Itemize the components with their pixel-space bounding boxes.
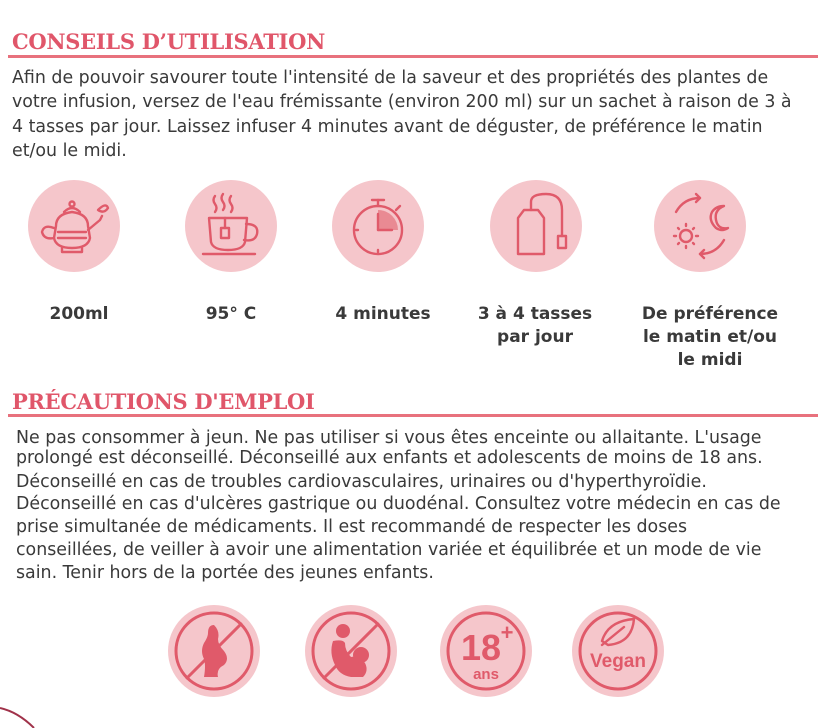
sun-moon-cycle-icon — [654, 180, 746, 272]
precautions-line: conseillées, de veiller à avoir une alimentation variée et équilibrée et un mode de vie — [16, 540, 762, 560]
precautions-title-rule — [8, 414, 818, 417]
icon-label: 4 minutes — [335, 304, 431, 324]
precautions-line: sain. Tenir hors de la portée des jeunes enfants. — [16, 563, 434, 583]
teapot-icon — [28, 180, 120, 272]
corner-decoration — [0, 706, 40, 728]
precautions-title: PRÉCAUTIONS D'EMPLOI — [12, 389, 315, 414]
precautions-line: prolongé est déconseillé. Déconseillé aux enfants et adolescents de moins de 18 ans. — [16, 448, 763, 468]
vegan-badge — [572, 605, 664, 697]
no-breastfeeding-icon — [305, 605, 397, 697]
icon-label: 200ml — [49, 304, 109, 324]
icon-label: De préférence le matin et/ou le midi — [641, 304, 779, 370]
usage-line: et/ou le midi. — [12, 141, 127, 161]
icon-label: 3 à 4 tasses par jour — [477, 304, 593, 347]
age-suffix: ans — [473, 666, 499, 683]
precautions-line: Déconseillé en cas d'ulcères gastrique ou duodénal. Consultez votre médecin en cas de — [16, 494, 781, 514]
leaf-icon — [602, 619, 634, 645]
age-18-plus-badge — [440, 605, 532, 697]
precautions-line: Ne pas consommer à jeun. Ne pas utiliser si vous êtes enceinte ou allaitante. L'usage — [16, 428, 762, 448]
usage-title: CONSEILS D’UTILISATION — [12, 29, 325, 54]
usage-line: Afin de pouvoir savourer toute l'intensité de la saveur et des propriétés des plantes de — [12, 68, 769, 88]
stopwatch-icon — [332, 180, 424, 272]
age-number: 18 — [460, 627, 502, 668]
precautions-line: prise simultanée de médicaments. Il est recommandé de respecter les doses — [16, 517, 688, 537]
usage-title-rule — [8, 55, 818, 58]
usage-line: votre infusion, versez de l'eau frémissante (environ 200 ml) sur un sachet à raison de 3 à — [12, 92, 792, 112]
vegan-text: Vegan — [590, 651, 646, 672]
icon-label: 95° C — [205, 304, 257, 324]
age-plus: + — [500, 620, 514, 645]
tea-bag-icon — [490, 180, 582, 272]
no-pregnant-icon — [168, 605, 260, 697]
precautions-line: Déconseillé en cas de troubles cardiovasculaires, urinaires ou d'hyperthyroïdie. — [16, 472, 707, 492]
usage-line: 4 tasses par jour. Laissez infuser 4 minutes avant de déguster, de préférence le matin — [12, 117, 763, 137]
hot-cup-icon — [185, 180, 277, 272]
